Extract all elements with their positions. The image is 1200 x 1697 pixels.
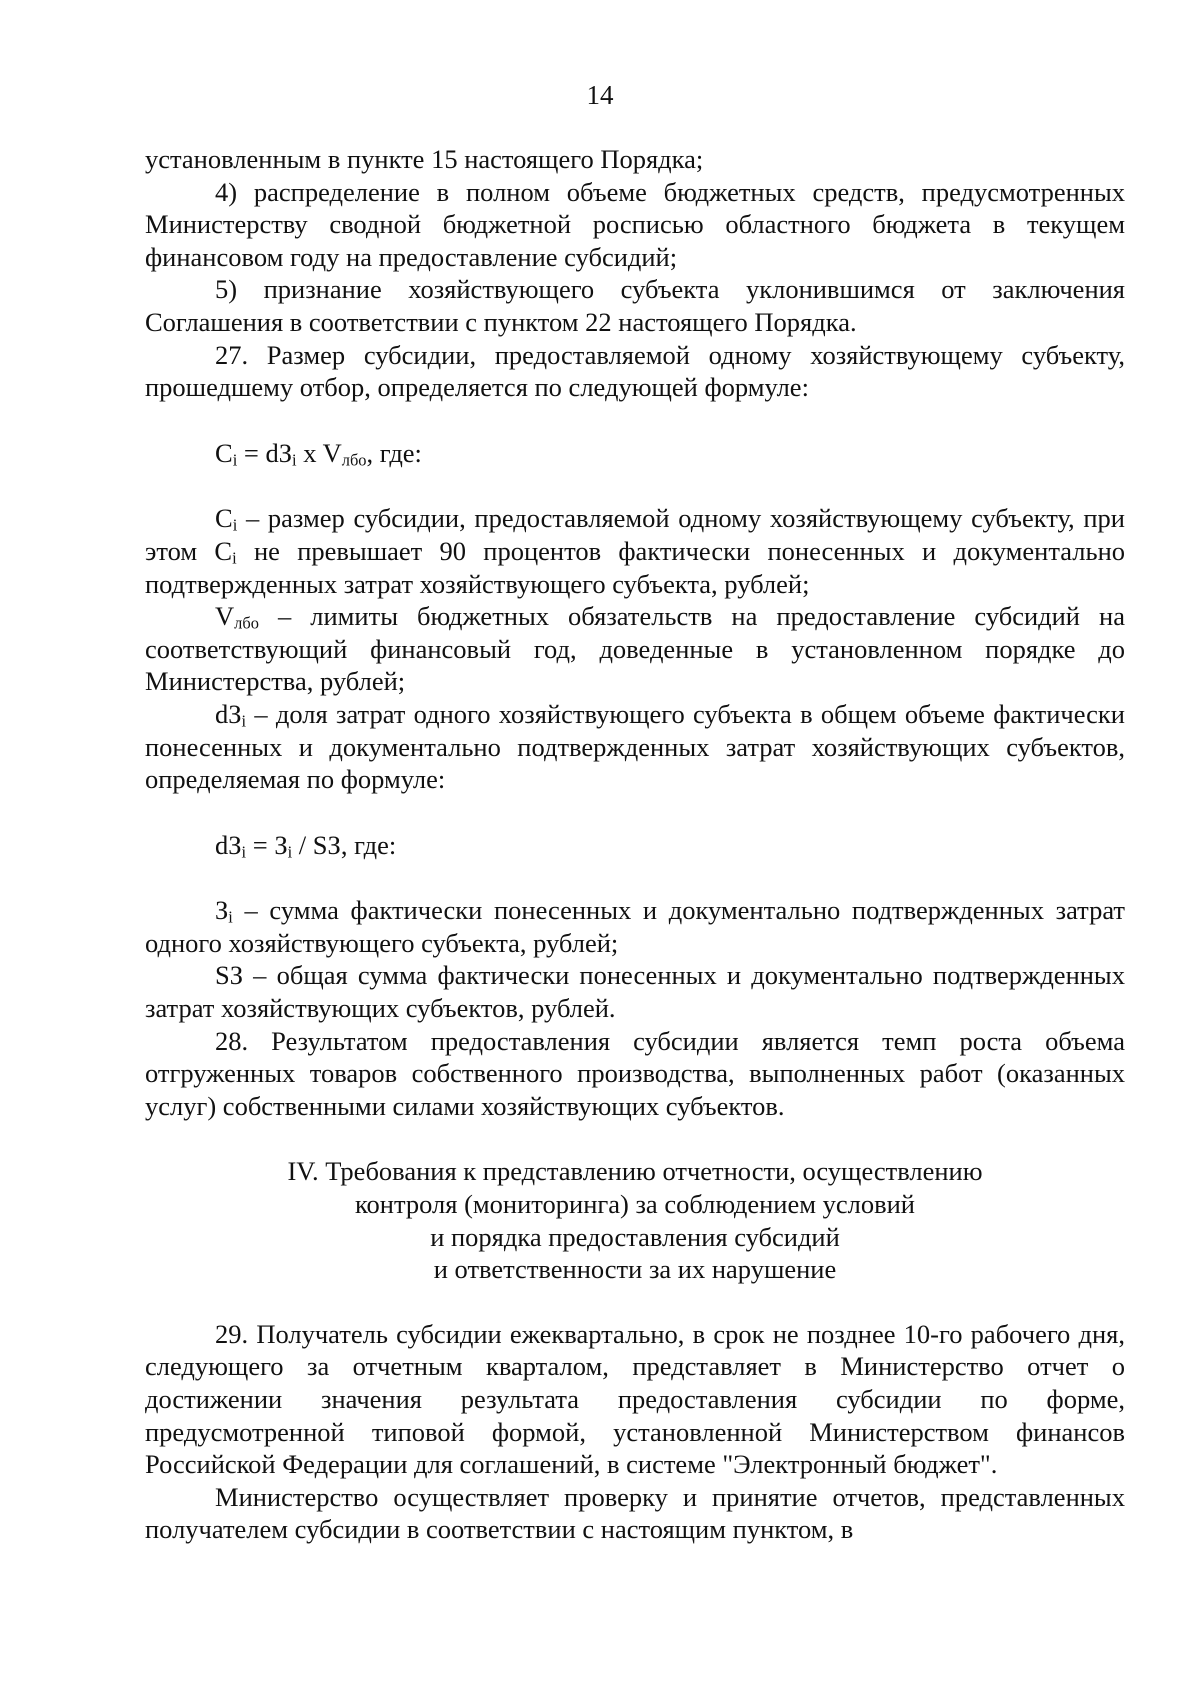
paragraph-continuation: установленным в пункте 15 настоящего Порядка; xyxy=(145,144,704,174)
paragraph-28: 28. Результатом предоставления субсидии является темп роста объема отгруженных товаров собственного производства, выполненных работ (оказанных услуг) собственными силами хозяйствующих субъектов. xyxy=(145,1025,1125,1121)
section-title-line: контроля (мониторинга) за соблюдением условий xyxy=(355,1189,915,1220)
formula-subsidy-size: $C_i = dЗ_i$ x $V_{лбо}$, где: xyxy=(215,437,422,470)
definition-ci: $C_i$ – размер субсидии, предоставляемой одному хозяйствующему субъекту, при этом $C_i$ не превышает 90 процентов фактически понесенных и документально подтвержденных затрат хозяйствующего субъекта, рублей; xyxy=(145,503,1126,599)
formula-cost-share: $dЗ_i = З_i$ / SЗ, где: xyxy=(215,829,397,861)
definition-zi: $З_i$ – сумма фактически понесенных и документально подтвержденных затрат одного хозяйствующего субъекта, рублей; xyxy=(145,895,1125,958)
definition-dzi: $dЗ_i$ – доля затрат одного хозяйствующего субъекта в общем объеме фактически понесенных и документально подтвержденных затрат хозяйствующих субъектов, определяемая по формуле: xyxy=(145,698,1125,795)
definition-vlbo: $V_{лбо}$ – лимиты бюджетных обязательств на предоставление субсидий на соответствующий финансовый год, доведенные в установленном порядке до Министерства, рублей; xyxy=(145,601,1125,697)
paragraph-item-4: 4) распределение в полном объеме бюджетных средств, предусмотренных Министерству сводной бюджетной росписью областного бюджета в текущем финансовом году на предоставление субсидий; xyxy=(145,176,1125,272)
page-number: 14 xyxy=(586,80,614,110)
definition-sz: SЗ – общая сумма фактически понесенных и документально подтвержденных затрат хозяйствующих субъектов, рублей. xyxy=(145,960,1125,1024)
paragraph-27: 27. Размер субсидии, предоставляемой одному хозяйствующему субъекту, прошедшему отбор, определяется по следующей формуле: xyxy=(145,339,1125,403)
section-title-line: IV. Требования к представлению отчетности, осуществлению xyxy=(287,1156,983,1187)
section-title-line: и ответственности за их нарушение xyxy=(433,1254,837,1285)
paragraph-item-5: 5) признание хозяйствующего субъекта уклонившимся от заключения Соглашения в соответствии с пунктом 22 настоящего Порядка. xyxy=(145,274,1125,337)
document-body xyxy=(145,143,1125,1546)
paragraph-ministry-review: Министерство осуществляет проверку и принятие отчетов, представленных получателем субсидии в соответствии с настоящим пунктом, в xyxy=(145,1481,1125,1545)
section-title-iv xyxy=(145,1155,1125,1285)
section-title-line: и порядка предоставления субсидий xyxy=(430,1221,840,1252)
paragraph-29: 29. Получатель субсидии ежеквартально, в срок не позднее 10-го рабочего дня, следующего за отчетным кварталом, представляет в Министерство отчет о достижении значения результата предоставления субсидии по форме, предусмотренной типовой формой, установленной Министерством финансов Российской Федерации для соглашений, в системе "Электронный бюджет". xyxy=(145,1318,1125,1480)
